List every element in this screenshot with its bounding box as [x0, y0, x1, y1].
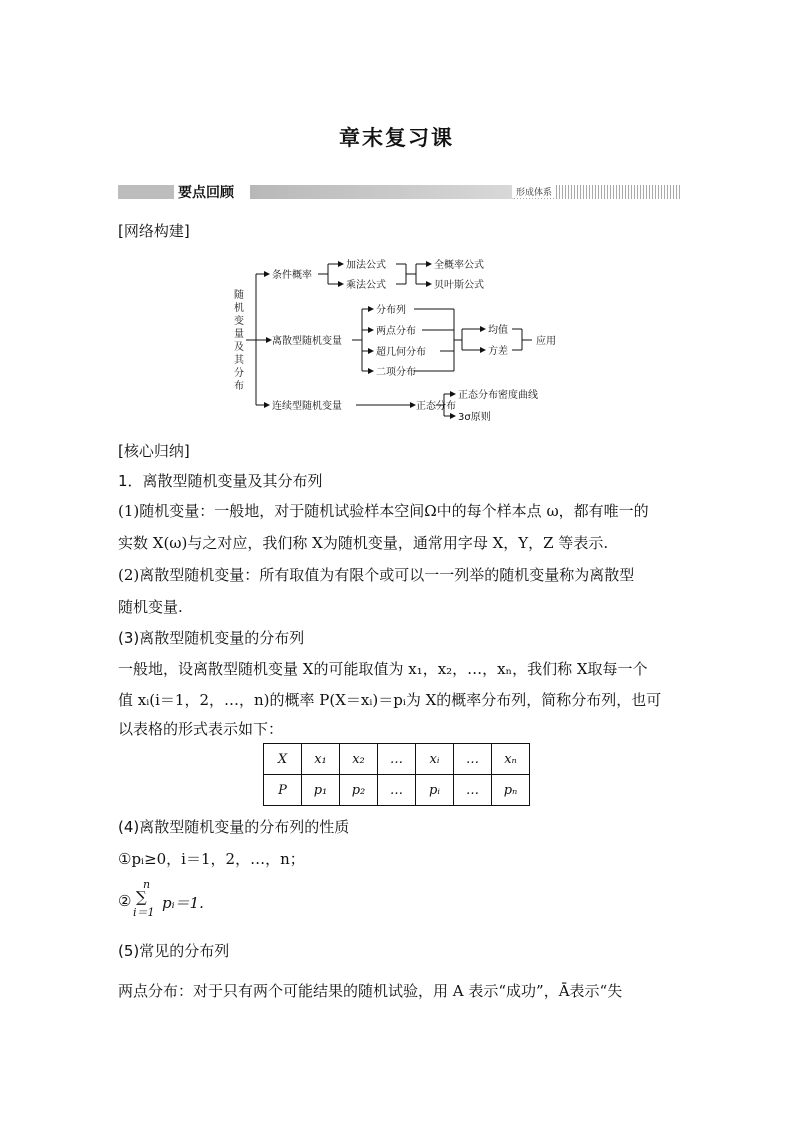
table-cell: pₙ [492, 775, 530, 806]
table-cell: p₁ [302, 775, 340, 806]
para-3a: 一般地，设离散型随机变量 X的可能取值为 x₁，x₂，…，xₙ，我们称 X取每一个 [118, 660, 648, 678]
concept-diagram [226, 250, 576, 430]
node-continuous-variable: 连续型随机变量 [272, 401, 342, 412]
section-network: [网络构建] [118, 222, 190, 240]
table-cell: … [454, 744, 492, 775]
node-discrete-variable: 离散型随机变量 [272, 336, 342, 347]
root-char-3: 量 [234, 329, 244, 340]
root-char-4: 及 [234, 342, 244, 353]
para-1a: (1)随机变量：一般地，对于随机试验样本空间Ω中的每个样本点 ω，都有唯一的 [118, 502, 649, 520]
node-mean: 均值 [488, 325, 508, 336]
table-cell: … [378, 744, 416, 775]
para-3c: 以表格的形式表示如下： [118, 720, 284, 738]
page-title: 章末复习课 [339, 126, 454, 150]
node-bayes-formula: 贝叶斯公式 [434, 280, 484, 291]
node-distribution-list: 分布列 [376, 305, 406, 316]
property-2-body: pᵢ＝1. [162, 894, 204, 912]
table-cell: X [264, 744, 302, 775]
banner-label: 要点回顾 [178, 185, 234, 201]
table-cell: pᵢ [416, 775, 454, 806]
node-normal-distribution-label: 正态分布 [416, 401, 456, 412]
para-3: (3)离散型随机变量的分布列 [118, 629, 305, 647]
diagram-root [234, 289, 245, 392]
node-addition-formula: 加法公式 [346, 260, 386, 271]
node-total-probability: 全概率公式 [434, 260, 484, 271]
para-2a: (2)离散型随机变量：所有取值为有限个或可以一一列举的随机变量称为离散型 [118, 566, 635, 584]
root-char-2: 变 [234, 316, 244, 327]
table-cell: P [264, 775, 302, 806]
para-1b: 实数 X(ω)与之对应，我们称 X为随机变量，通常用字母 X，Y，Z 等表示. [118, 534, 609, 552]
property-1: ①pᵢ≥0，i＝1，2，…，n； [118, 850, 305, 868]
para-2b: 随机变量. [118, 598, 183, 616]
para-4: (4)离散型随机变量的分布列的性质 [118, 818, 350, 836]
para-5a: 两点分布：对于只有两个可能结果的随机试验，用 A 表示“成功”，Ā表示“失 [118, 982, 623, 1000]
section-core: [核心归纳] [118, 442, 190, 460]
sum-symbol: ∑ [136, 888, 147, 906]
node-two-point: 两点分布 [376, 326, 416, 337]
property-2 [118, 878, 318, 920]
table-cell: p₂ [340, 775, 378, 806]
node-conditional-probability: 条件概率 [272, 270, 312, 281]
property-2-marker: ② [118, 892, 132, 910]
table-cell: xₙ [492, 744, 530, 775]
banner-bar-left [118, 185, 174, 199]
node-application: 应用 [536, 336, 556, 347]
table-cell: x₁ [302, 744, 340, 775]
node-binomial: 二项分布 [376, 367, 416, 378]
banner-sublabel: 形成体系 [512, 185, 556, 198]
root-char-5: 其 [234, 355, 244, 366]
node-multiplication-formula: 乘法公式 [346, 280, 386, 291]
table-cell: … [454, 775, 492, 806]
node-variance: 方差 [488, 346, 508, 357]
root-char-1: 机 [234, 303, 244, 314]
table-cell: xᵢ [416, 744, 454, 775]
root-char-6: 分 [234, 368, 244, 379]
table-row [264, 744, 530, 775]
section-banner [118, 185, 680, 199]
para-3b: 值 xᵢ(i＝1，2，…，n)的概率 P(X＝xᵢ)＝pᵢ为 X的概率分布列，简称分布列，也可 [118, 691, 662, 709]
sum-lower-limit: i＝1 [133, 906, 155, 919]
distribution-table [263, 743, 530, 806]
node-three-sigma-rule: 3σ原则 [458, 412, 491, 423]
node-normal-density-curve: 正态分布密度曲线 [458, 390, 538, 401]
sum-upper-limit: n [143, 878, 151, 891]
table-cell: x₂ [340, 744, 378, 775]
node-hypergeometric: 超几何分布 [376, 347, 426, 358]
heading-discrete: 1．离散型随机变量及其分布列 [118, 472, 323, 490]
table-cell: … [378, 775, 416, 806]
banner-bar-middle [250, 185, 514, 199]
para-5: (5)常见的分布列 [118, 942, 230, 960]
root-char-0: 随 [234, 290, 244, 301]
table-row [264, 775, 530, 806]
root-char-7: 布 [234, 381, 244, 392]
